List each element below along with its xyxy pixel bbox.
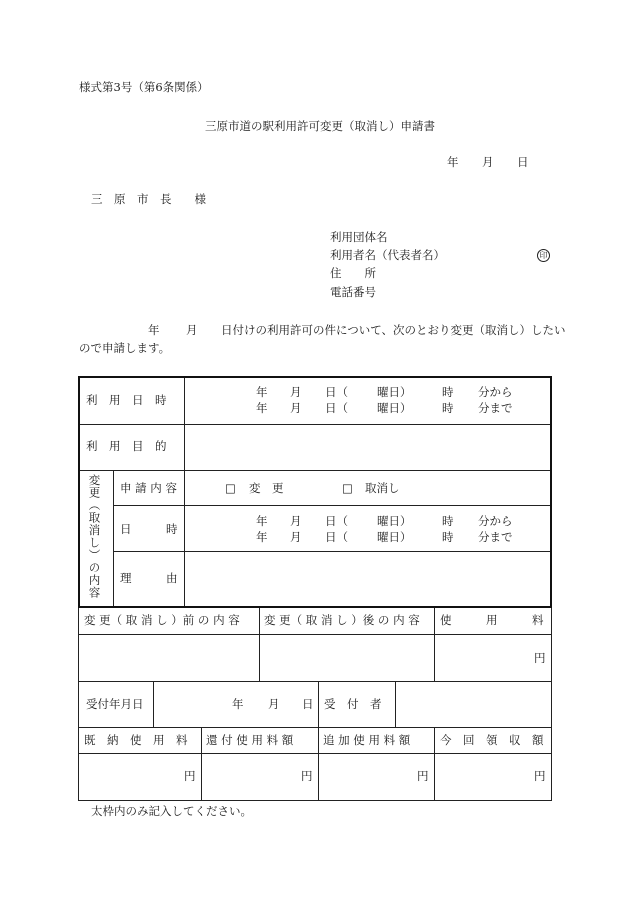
col-divider <box>153 681 154 727</box>
dt-day: 日（ <box>325 530 348 544</box>
dt-minute: 分まで <box>478 401 513 415</box>
usage-fee-yen: 円 <box>534 651 546 665</box>
dt-weekday: 曜日） <box>377 514 412 528</box>
dt-weekday: 曜日） <box>377 385 412 399</box>
document-title: 三原市道の駅利用許可変更（取消し）申請書 <box>205 119 435 133</box>
cancel-checkbox[interactable]: □ <box>342 481 353 495</box>
usage-fee-label: 使 用 料 <box>440 613 544 627</box>
org-name-label: 利用団体名 <box>330 230 388 244</box>
dt-day: 日（ <box>325 401 348 415</box>
refund-amount-yen: 円 <box>301 769 313 783</box>
additional-fee-label: 追 加 使 用 料 額 <box>323 733 411 747</box>
dt-minute: 分から <box>478 385 513 399</box>
row-divider <box>80 470 550 471</box>
change-checkbox[interactable]: □ <box>225 481 236 495</box>
col-divider <box>434 727 435 800</box>
form-number: 様式第3号（第6条関係） <box>79 80 209 94</box>
main-table-label-divider <box>184 378 185 606</box>
intro-month: 月 <box>186 323 198 337</box>
change-section-label: 変更（取消し）の内容 <box>87 474 102 599</box>
additional-fee-yen: 円 <box>417 769 429 783</box>
address-label: 住 所 <box>330 266 376 280</box>
paid-fee-yen: 円 <box>184 769 196 783</box>
change-section-divider <box>113 471 114 606</box>
dt-month: 月 <box>290 514 302 528</box>
footer-note: 太枠内のみ記入してください。 <box>91 804 252 818</box>
dt-year: 年 <box>256 385 268 399</box>
dt-hour: 時 <box>442 385 454 399</box>
after-content-label: 変 更（ 取 消 し ）後 の 内 容 <box>264 613 420 627</box>
receiver-label: 受 付 者 <box>324 697 382 711</box>
col-divider <box>395 681 396 727</box>
usage-datetime-label: 利 用 日 時 <box>86 393 167 407</box>
date-day: 日 <box>517 155 529 169</box>
dt-day: 日（ <box>325 385 348 399</box>
intro-text-line2: ので申請します。 <box>79 341 171 355</box>
change-option-label: 変 更 <box>249 481 284 495</box>
col-divider <box>259 608 260 681</box>
dt-month: 月 <box>290 401 302 415</box>
purpose-label: 利 用 目 的 <box>86 439 167 453</box>
received-day: 日 <box>302 697 314 711</box>
request-content-label: 申 請 内 容 <box>120 481 177 495</box>
intro-text: 日付けの利用許可の件について、次のとおり変更（取消し）したい <box>221 323 566 337</box>
seal-mark: 印 <box>537 249 550 262</box>
row-divider <box>78 727 551 728</box>
received-month: 月 <box>268 697 280 711</box>
change-datetime-label: 日 時 <box>120 522 178 536</box>
dt-year: 年 <box>256 530 268 544</box>
intro-year: 年 <box>148 323 160 337</box>
current-received-label: 今 回 領 収 額 <box>440 733 544 747</box>
cancel-option-label: 取消し <box>365 481 400 495</box>
dt-month: 月 <box>290 385 302 399</box>
dt-hour: 時 <box>442 401 454 415</box>
lower-table-left-border <box>78 608 79 801</box>
date-year: 年 <box>447 155 459 169</box>
dt-weekday: 曜日） <box>377 530 412 544</box>
lower-table-bottom-border <box>78 800 551 801</box>
dt-minute: 分から <box>478 514 513 528</box>
col-divider <box>318 681 319 727</box>
dt-day: 日（ <box>325 514 348 528</box>
dt-year: 年 <box>256 401 268 415</box>
date-month: 月 <box>482 155 494 169</box>
dt-hour: 時 <box>442 530 454 544</box>
received-date-label: 受付年月日 <box>86 697 144 711</box>
row-divider <box>114 551 550 552</box>
col-divider <box>201 727 202 800</box>
received-year: 年 <box>232 697 244 711</box>
col-divider <box>434 608 435 681</box>
dt-month: 月 <box>290 530 302 544</box>
representative-label: 利用者名（代表者名） <box>330 248 445 262</box>
lower-table-right-border <box>551 608 552 801</box>
row-divider <box>80 424 550 425</box>
addressee: 三 原 市 長 様 <box>91 192 206 206</box>
row-divider <box>114 505 550 506</box>
row-divider <box>78 681 551 682</box>
refund-amount-label: 還 付 使 用 料 額 <box>206 733 294 747</box>
row-divider <box>78 753 551 754</box>
col-divider <box>318 727 319 800</box>
before-content-label: 変 更（ 取 消 し ）前 の 内 容 <box>84 613 240 627</box>
dt-hour: 時 <box>442 514 454 528</box>
paid-fee-label: 既 納 使 用 料 <box>84 733 188 747</box>
dt-year: 年 <box>256 514 268 528</box>
row-divider <box>78 634 551 635</box>
phone-label: 電話番号 <box>330 285 376 299</box>
dt-weekday: 曜日） <box>377 401 412 415</box>
current-received-yen: 円 <box>534 769 546 783</box>
dt-minute: 分まで <box>478 530 513 544</box>
reason-label: 理 由 <box>120 571 178 585</box>
